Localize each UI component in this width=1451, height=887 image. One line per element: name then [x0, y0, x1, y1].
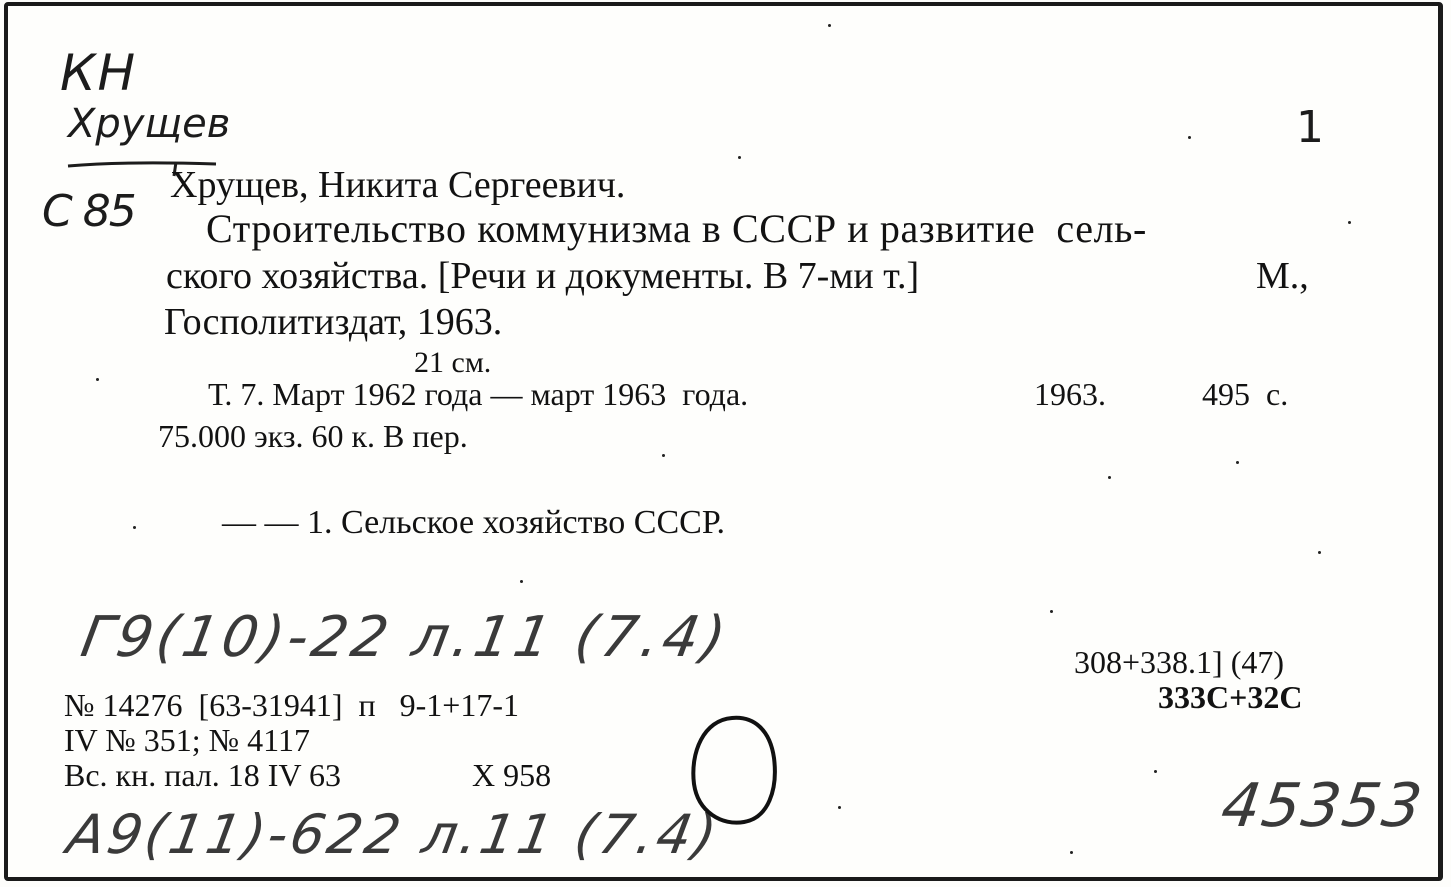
handwritten-inventory: 45353	[1217, 771, 1428, 841]
card-number: 1	[1296, 102, 1324, 153]
handwritten-class-mark-2: А9(11)-622 л.11 (7.4)	[62, 803, 725, 866]
imprint-line-1: № 14276 [63-31941] п 9-1+17-1	[64, 687, 519, 723]
imprint-line-3: Вс. кн. пал. 18 IV 63	[64, 757, 341, 793]
speck	[1318, 551, 1321, 554]
speck	[1188, 136, 1191, 139]
subject-heading: — — 1. Сельское хозяйство СССР.	[222, 504, 725, 541]
udc-line-1: 308+338.1] (47)	[1074, 644, 1285, 680]
volume-line: Т. 7. Март 1962 года — март 1963 года.	[208, 376, 749, 412]
edition-line: 75.000 экз. 60 к. В пер.	[158, 418, 468, 454]
author-heading: Хрущев, Никита Сергеевич.	[170, 164, 626, 206]
speck	[1050, 610, 1053, 613]
speck	[1070, 851, 1073, 854]
handwritten-cutter: С 85	[42, 186, 135, 237]
circle-mark	[684, 712, 784, 832]
publisher-line: Госполитиздат, 1963.	[164, 301, 503, 343]
speck	[96, 378, 99, 381]
volume-year: 1963.	[1034, 376, 1106, 412]
size-line: 21 см.	[414, 346, 492, 379]
speck	[1108, 476, 1111, 479]
title-line-2: ского хозяйства. [Речи и документы. В 7-ми т.]	[166, 255, 920, 297]
speck	[838, 806, 841, 809]
imprint-line-3b: Х 958	[472, 757, 552, 793]
speck	[133, 526, 136, 529]
speck	[738, 156, 741, 159]
udc-line-2: 333С+32С	[1158, 679, 1303, 715]
speck	[1236, 461, 1239, 464]
speck	[828, 24, 831, 27]
speck	[1348, 221, 1351, 224]
volume-pages: 495 с.	[1202, 376, 1289, 412]
title-line-1: Строительство коммунизма в СССР и развитие сель-	[206, 206, 1147, 251]
speck	[520, 580, 523, 583]
speck	[1154, 770, 1157, 773]
handwritten-surname: Хрущев	[68, 101, 231, 147]
handwritten-kn: КН	[60, 44, 138, 102]
handwritten-class-mark-1: Г9(10)-22 л.11 (7.4)	[76, 605, 735, 670]
place: М.,	[1256, 255, 1309, 297]
imprint-line-2: IV № 351; № 4117	[64, 722, 310, 758]
speck	[662, 454, 665, 457]
catalog-card	[4, 2, 1443, 881]
